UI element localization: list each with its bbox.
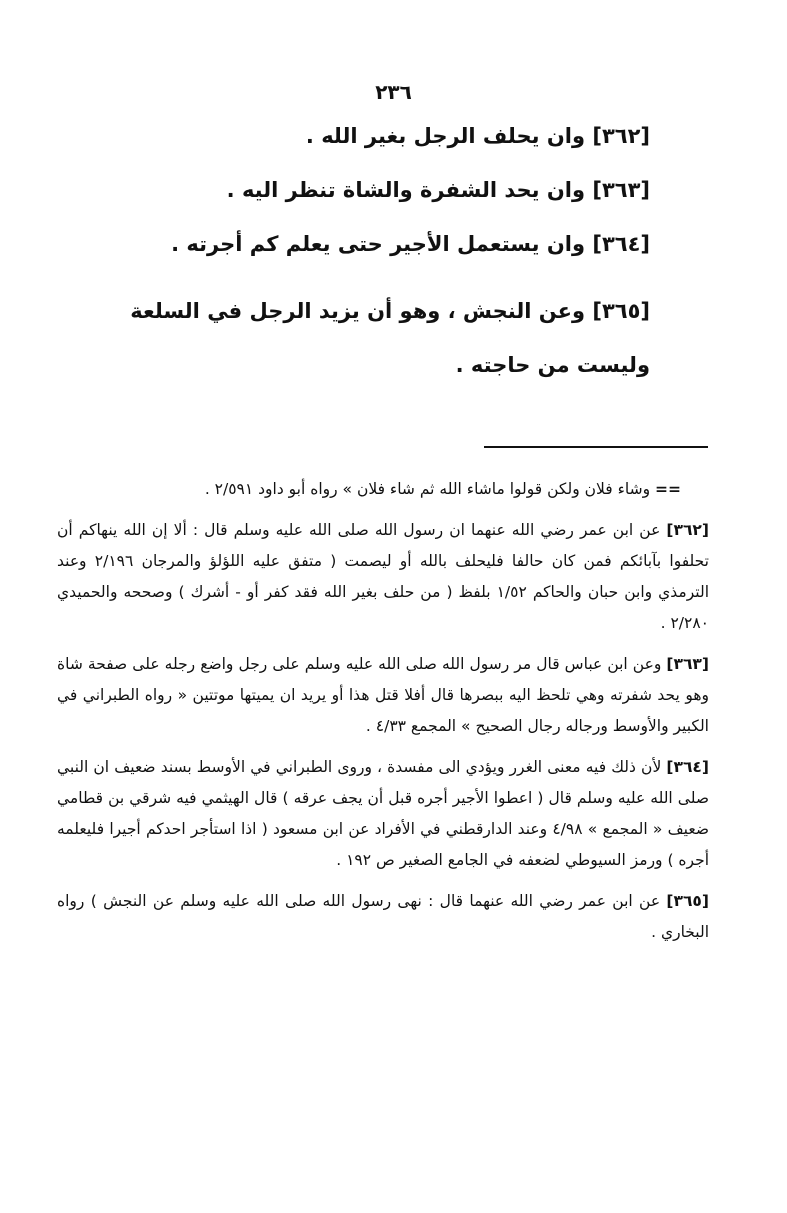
- item-text: وان يحلف الرجل بغير الله .: [305, 124, 586, 148]
- item-text: وان يحد الشفرة والشاة تنظر اليه .: [226, 178, 586, 202]
- item-ref: [٣٦٤]: [592, 232, 650, 256]
- footnote-text: عن ابن عمر رضي الله عنهما قال : نهى رسول الله صلى الله عليه وسلم عن النجش ) رواه البخاري .: [57, 892, 709, 941]
- footnote-continuation: [57, 474, 709, 505]
- footnote-text: وشاء فلان ولكن قولوا ماشاء الله ثم شاء فلان » رواه أبو داود ٢/٥٩١ .: [204, 480, 651, 498]
- main-paragraph: [60, 122, 650, 150]
- footnote-item: [57, 515, 709, 639]
- main-paragraph: [60, 284, 650, 392]
- footnote-ref: [٣٦٥]: [666, 892, 709, 910]
- footnote-ref: [٣٦٢]: [666, 521, 709, 539]
- footnote-item: [57, 752, 709, 876]
- page-number: ٢٣٦: [375, 80, 412, 104]
- footnotes: [57, 474, 709, 958]
- footnote-item: [57, 886, 709, 948]
- item-ref: [٣٦٣]: [592, 178, 650, 202]
- footnote-text: لأن ذلك فيه معنى الغرر ويؤدي الى مفسدة ، وروى الطبراني في الأوسط بسند ضعيف ان النبي صلى الله عليه وسلم قال ( اعطوا الأجير أجره قبل أن يجف عرقه ) قال الهيثمي فيه شرقي بن قطامي ضعيف « المجمع » ٤/٩٨ وعند الدارقطني في الأفراد عن ابن مسعود ( اذا استأجر احدكم أجيرا فليعلمه أجره ) ورمز السيوطي لضعفه في الجامع الصغير ص ١٩٢ .: [57, 758, 709, 869]
- main-paragraph: [60, 230, 650, 258]
- footnote-item: [57, 649, 709, 742]
- item-ref: [٣٦٥]: [592, 299, 650, 323]
- item-ref: [٣٦٢]: [592, 124, 650, 148]
- footnote-divider: [484, 446, 708, 448]
- item-text: وعن النجش ، وهو أن يزيد الرجل في السلعة وليست من حاجته .: [130, 299, 650, 377]
- item-text: وان يستعمل الأجير حتى يعلم كم أجرته .: [171, 232, 586, 256]
- footnote-ref: [٣٦٤]: [666, 758, 709, 776]
- main-paragraph: [60, 176, 650, 204]
- main-text: [60, 122, 650, 418]
- footnote-text: وعن ابن عباس قال مر رسول الله صلى الله عليه وسلم على رجل واضع رجله على صفحة شاة وهو يحد شفرته وهي تلحظ اليه ببصرها قال أفلا قتل هذا أو يريد ان يميتها موتتين « رواه الطبراني في الكبير والأوسط ورجاله رجال الصحيح » المجمع ٤/٣٣ .: [57, 655, 709, 735]
- continuation-mark: ==: [655, 480, 681, 498]
- footnote-ref: [٣٦٣]: [666, 655, 709, 673]
- footnote-text: عن ابن عمر رضي الله عنهما ان رسول الله صلى الله عليه وسلم قال : ألا إن الله ينهاكم أن تحلفوا بآبائكم فمن كان حالفا فليحلف بالله أو ليصمت ( متفق عليه اللؤلؤ والمرجان ٢/١٩٦ وعند الترمذي وابن حبان والحاكم ١/٥٢ بلفظ ( من حلف بغير الله فقد كفر أو - أشرك ) وصححه والحميدي ٢/٢٨٠ .: [57, 521, 709, 632]
